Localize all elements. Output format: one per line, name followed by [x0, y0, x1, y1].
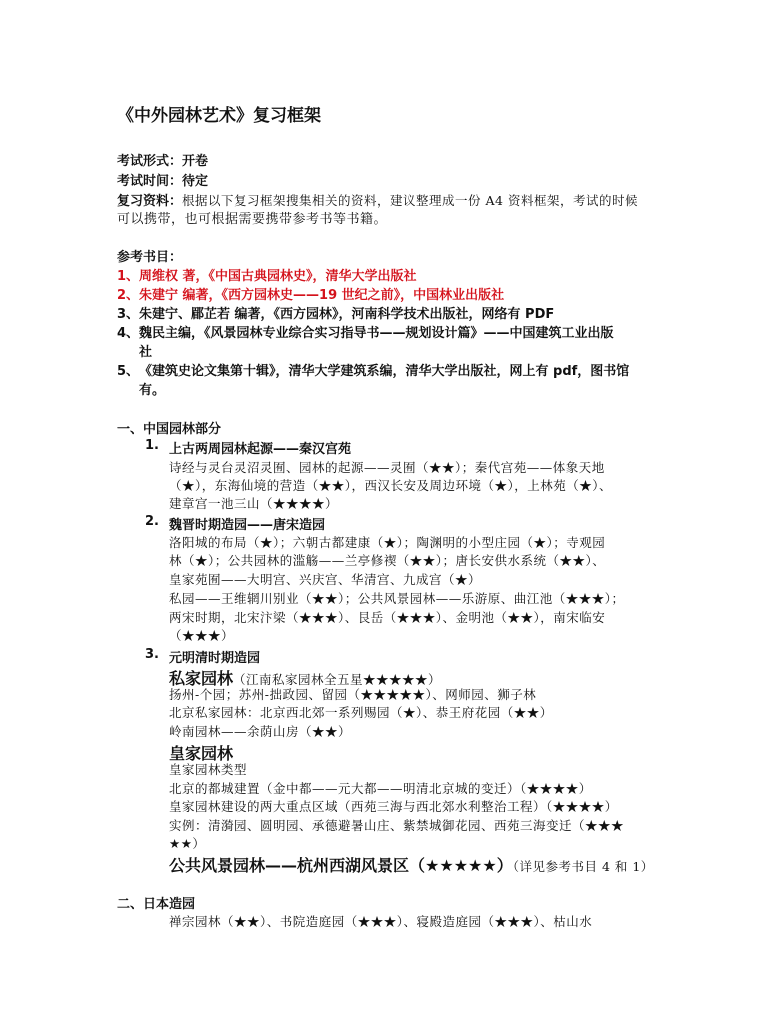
reference-text-cont: 有。	[139, 383, 166, 398]
references-heading: 参考书目：	[117, 250, 183, 265]
body-line: 扬州-个园；苏州-拙政园、留园（★★★★★）、网师园、狮子林	[169, 687, 537, 702]
body-line: 皇家园林类型	[169, 762, 248, 777]
public-garden-title: 公共风景园林——杭州西湖风景区（★★★★★）	[169, 856, 513, 875]
subsection-number: 2.	[145, 514, 159, 529]
exam-material-label: 复习资料：	[117, 194, 183, 209]
reference-item	[117, 362, 629, 382]
reference-number: 3、	[117, 307, 140, 322]
reference-number: 4、	[117, 326, 140, 341]
subsection-title: 上古两周园林起源——秦汉宫苑	[169, 442, 352, 457]
reference-item	[117, 305, 554, 325]
public-garden-note: （详见参考书目 4 和 1）	[512, 859, 654, 874]
reference-text: 朱建宁 编著，《西方园林史——19 世纪之前》，中国林业出版社	[139, 288, 505, 303]
exam-time-value: 待定	[182, 174, 209, 189]
reference-item-cont	[117, 381, 165, 401]
royal-garden-title: 皇家园林	[169, 744, 234, 763]
body-line: （★），东海仙境的营造（★★），西汉长安及周边环境（★），上林苑（★）、	[169, 478, 613, 493]
reference-item	[117, 267, 417, 287]
reference-number: 2、	[117, 288, 140, 303]
body-line: 禅宗园林（★★）、书院造庭园（★★★）、寝殿造庭园（★★★）、枯山水	[169, 914, 593, 929]
exam-time-label: 考试时间：	[117, 174, 183, 189]
reference-number: 5、	[117, 364, 140, 379]
private-garden-note: （江南私家园林全五星★★★★★）	[233, 672, 442, 687]
body-line: 皇家苑囿——大明宫、兴庆宫、华清宫、九成宫（★）	[169, 572, 482, 587]
reference-text-cont: 社	[139, 345, 153, 360]
exam-material-text: 根据以下复习框架搜集相关的资料，建议整理成一份 A4 资料框架，考试的时候	[182, 193, 638, 208]
reference-item	[117, 286, 504, 306]
reference-item-cont	[117, 343, 152, 363]
section-heading: 一、中国园林部分	[117, 422, 222, 437]
reference-item	[117, 324, 614, 344]
private-garden-title: 私家园林	[169, 669, 234, 688]
body-line: 建章宫一池三山（★★★★）	[169, 496, 339, 511]
exam-time-row	[117, 172, 208, 192]
document-title: 《中外园林艺术》复习框架	[117, 106, 321, 126]
body-line: ★★）	[169, 836, 206, 851]
exam-material-text-cont: 可以携带，也可根据需要携带参考书等书籍。	[117, 212, 388, 227]
section-heading: 二、日本造园	[117, 897, 196, 912]
body-line: 北京的都城建置（金中都——元大都——明清北京城的变迁）（★★★★）	[169, 781, 592, 796]
body-line: 林（★）；公共园林的滥觞——兰亭修禊（★★）；唐长安供水系统（★★）、	[169, 553, 606, 568]
subsection-title: 元明清时期造园	[169, 651, 261, 666]
body-line: 诗经与灵台灵沼灵囿、园林的起源——灵囿（★★）；秦代宫苑——体象天地	[169, 460, 605, 475]
body-line: 实例：清漪园、圆明园、承德避暑山庄、紫禁城御花园、西苑三海变迁（★★★	[169, 818, 625, 833]
body-line: 私园——王维辋川别业（★★）；公共风景园林——乐游原、曲江池（★★★）；	[169, 591, 625, 606]
reference-text: 朱建宁、郿芷若 编著，《西方园林》，河南科学技术出版社，网络有 PDF	[139, 307, 555, 322]
exam-form-label: 考试形式：	[117, 154, 183, 169]
body-line: （★★★）	[169, 628, 235, 643]
public-garden-heading	[169, 853, 654, 876]
exam-form-value: 开卷	[182, 154, 209, 169]
reference-text: 魏民主编，《风景园林专业综合实习指导书——规划设计篇》——中国建筑工业出版	[139, 326, 614, 341]
subsection-number: 1.	[145, 438, 159, 453]
reference-number: 1、	[117, 269, 140, 284]
reference-text: 周维权 著，《中国古典园林史》，清华大学出版社	[139, 269, 417, 284]
exam-material-row	[117, 191, 638, 212]
body-line: 北京私家园林：北京西北郊一系列赐园（★）、恭王府花园（★★）	[169, 705, 553, 720]
body-line: 洛阳城的布局（★）；六朝古都建康（★）；陶渊明的小型庄园（★）；寺观园	[169, 535, 606, 550]
subsection-number: 3.	[145, 647, 159, 662]
body-line: 岭南园林——余荫山房（★★）	[169, 724, 352, 739]
reference-text: 《建筑史论文集第十辑》，清华大学建筑系编，清华大学出版社，网上有 pdf，图书馆	[139, 364, 630, 379]
body-line: 皇家园林建设的两大重点区域（西苑三海与西北郊水利整治工程）（★★★★）	[169, 799, 618, 814]
body-line: 两宋时期，北宋汴梁（★★★）、艮岳（★★★）、金明池（★★），南宋临安	[169, 610, 606, 625]
exam-form-row	[117, 152, 208, 172]
subsection-title: 魏晋时期造园——唐宋造园	[169, 518, 326, 533]
